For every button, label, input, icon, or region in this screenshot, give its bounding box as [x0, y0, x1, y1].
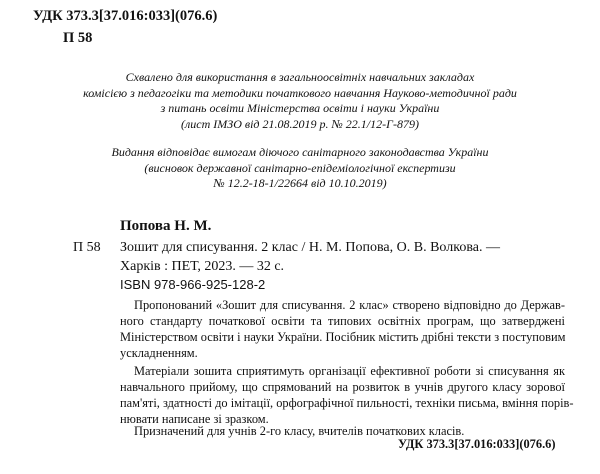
annotation-line: навчального прийому, що спрямований на розвиток в учнів другого класу зорової: [120, 380, 565, 394]
biblio-line: Зошит для списування. 2 клас / Н. М. Попова, О. В. Волкова. —: [120, 240, 500, 255]
sanitary-line: (висновок державної санітарно-епідеміологічної експертизи: [144, 160, 456, 175]
sanitary-line: № 12.2-18-1/22664 від 10.10.2019): [213, 176, 387, 191]
annotation-line: пам'яті, здатності до імітації, орфографічної пильності, техніки письма, вміння порів-: [120, 396, 574, 410]
annotation-line: нювати написане зі зразком.: [120, 412, 269, 426]
annotation-line: Міністерством освіти і науки України. Посібник містить дрібні тексти з поступовим: [120, 330, 566, 344]
author-name: Попова Н. М.: [120, 218, 212, 234]
biblio-line: Харків : ПЕТ, 2023. — 32 с.: [120, 259, 285, 274]
approval-line: комісією з педагогіки та методики початкового навчання Науково-методичної ради: [83, 85, 517, 100]
annotation-line: Призначений для учнів 2-го класу, вчителів початкових класів.: [134, 424, 465, 438]
sanitary-line: Видання відповідає вимогам діючого санітарного законодавства України: [111, 145, 489, 159]
approval-line: (лист ІМЗО від 21.08.2019 р. № 22.1/12-Г-879): [181, 117, 419, 132]
author-code: П 58: [73, 240, 101, 255]
approval-line: з питань освіти Міністерства освіти і науки України: [160, 101, 440, 116]
annotation-line: Матеріали зошита сприятимуть організації ефективної роботи зі списування як: [134, 364, 565, 378]
udk-code-bottom: УДК 373.3[37.016:033](076.6): [398, 437, 556, 451]
udk-code-top: УДК 373.3[37.016:033](076.6): [33, 8, 218, 24]
annotation-line: Пропонований «Зошит для списування. 2 клас» створено відповідно до Держав-: [134, 298, 565, 312]
author-code-top: П 58: [63, 30, 93, 46]
annotation-line: ускладненням.: [120, 346, 198, 360]
approval-line: Схвалено для використання в загальноосвітніх навчальних закладах: [125, 70, 475, 84]
isbn: ISBN 978-966-925-128-2: [120, 277, 266, 292]
annotation-line: ного стандарту початкової освіти та типових освітніх програм, що затверджені: [120, 314, 565, 328]
